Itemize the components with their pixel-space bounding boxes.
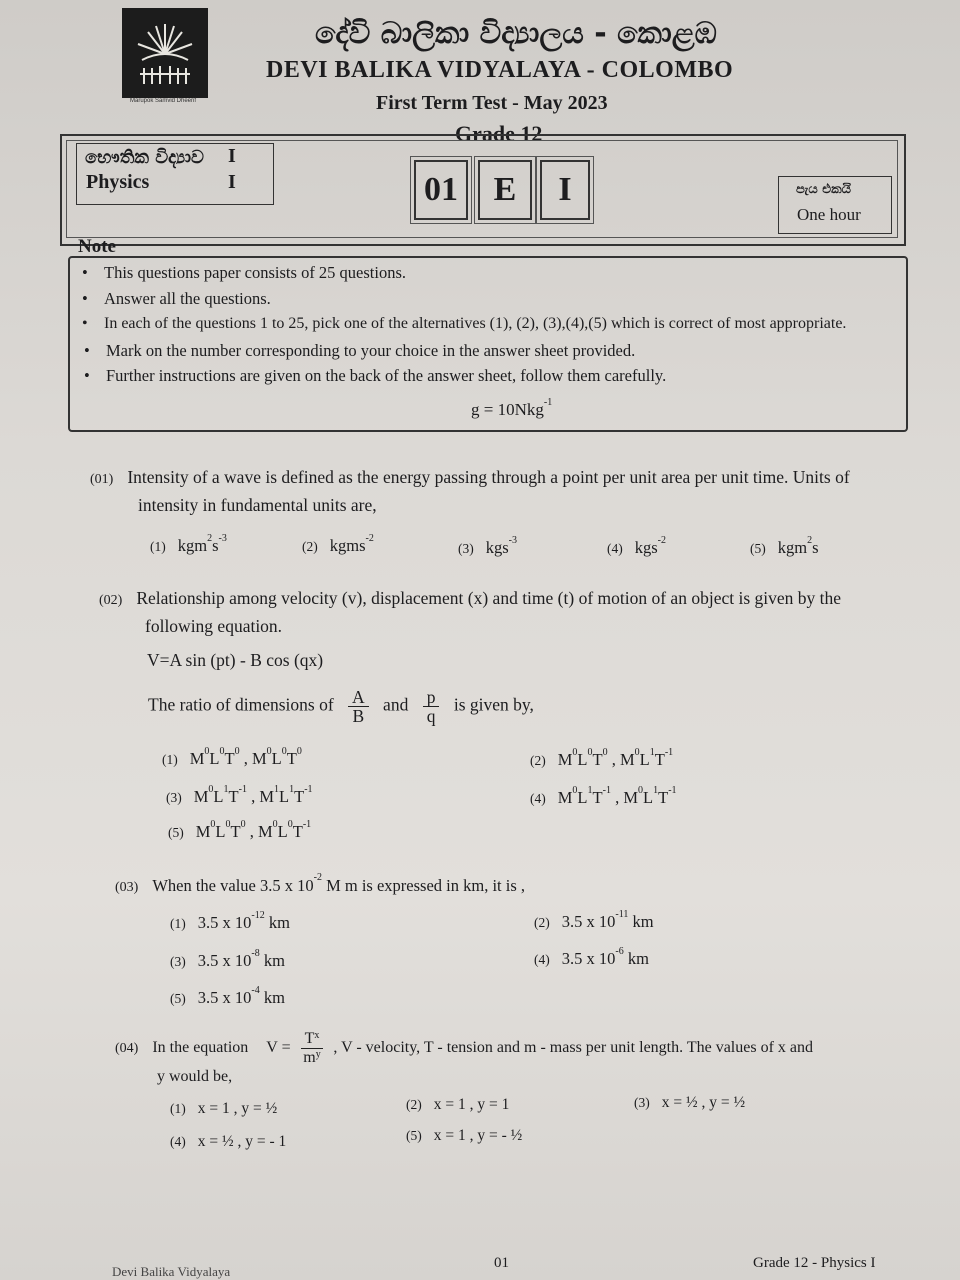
q1-option-1: (1) $kgm^2s^{-3}$ <box>150 533 227 555</box>
question-2-ratio: The ratio of dimensions of $\frac{A}{B}$ and $\frac{p}{q}$ is given by, <box>148 687 534 726</box>
duration-english: One hour <box>797 205 861 224</box>
q3-option-5: (5) 3.5 x $10^{-4}$ km <box>170 985 285 1007</box>
question-1-line1: (01) Intensity of a wave is defined as the energy passing through a point per unit area per unit time. Units of <box>90 467 850 487</box>
question-4-line2: y would be, <box>157 1068 233 1085</box>
code-box-paper: 01 <box>414 160 468 220</box>
question-3: (03) When the value 3.5 x $10^{-2}$ M m is expressed in km, it is , <box>115 872 526 895</box>
subject-sinhala: භෞතික විද්‍යාව <box>85 147 204 168</box>
note-label: Note <box>78 236 116 257</box>
question-2-equation: V=A sin (pt) - B cos (qx) <box>147 650 324 670</box>
q4-option-5: (5) x = 1 , y = - ½ <box>406 1127 523 1144</box>
footer-school: Devi Balika Vidyalaya <box>112 1264 231 1279</box>
footer-grade-subject: Grade 12 - Physics I <box>753 1255 876 1271</box>
q3-option-4: (4) 3.5 x $10^{-6}$ km <box>534 946 649 968</box>
code-box-medium: E <box>478 160 532 220</box>
fraction-a-over-b: $\frac{A}{B}$ <box>348 688 369 725</box>
note-item: • Mark on the number corresponding to your choice in the answer sheet provided. <box>84 341 636 360</box>
q1-option-3: (3) kgs$^{-3}$ <box>458 535 518 557</box>
fraction-t-over-m: $\frac{T^x}{m^y}$ <box>301 1030 324 1067</box>
subject-sinhala-number: I <box>228 145 236 167</box>
note-item: • Further instructions are given on the back of the answer sheet, follow them carefully. <box>84 366 667 385</box>
q4-option-4: (4) x = ½ , y = - 1 <box>170 1133 287 1150</box>
q2-option-3: (3) $M^0L^1T^{-1}$ , $M^1L^1T^{-1}$ <box>166 784 313 806</box>
q4-option-2: (2) x = 1 , y = 1 <box>406 1096 510 1113</box>
q4-option-1: (1) x = 1 , y = ½ <box>170 1100 278 1117</box>
q4-option-3: (3) x = ½ , y = ½ <box>634 1094 746 1111</box>
subject-english-number: I <box>228 171 236 193</box>
note-item: • In each of the questions 1 to 25, pick one of the alternatives (1), (2), (3),(4),(5) which is correct of most appropriate. <box>82 315 847 332</box>
q2-option-1: (1) $M^0L^0T^0$ , $M^0L^0T^0$ <box>162 746 302 768</box>
q2-option-2: (2) $M^0L^0T^0$ , $M^0L^1T^{-1}$ <box>530 747 674 769</box>
q3-option-3: (3) 3.5 x $10^{-8}$ km <box>170 948 285 970</box>
school-logo <box>122 8 208 98</box>
school-name-sinhala: දේවි බාලිකා විද්‍යාලය - කොළඹ <box>315 16 717 51</box>
exam-grade: Grade 12 <box>455 121 543 146</box>
question-4-line1: (04) In the equation V = $\frac{T^x}{m^y}$ , V - velocity, T - tension and m - mass per unit length. The values of x and <box>115 1030 813 1066</box>
q3-option-2: (2) 3.5 x $10^{-11}$ km <box>534 909 654 931</box>
question-2-line1: (02) Relationship among velocity (v), displacement (x) and time (t) of motion of an object is given by the <box>99 588 842 608</box>
logo-caption: Marupok Samvid Dheerif <box>129 98 197 104</box>
duration-sinhala: පැය එකයි <box>796 182 852 197</box>
fraction-p-over-q: $\frac{p}{q}$ <box>423 688 440 725</box>
q2-option-5: (5) $M^0L^0T^0$ , $M^0L^0T^{-1}$ <box>168 819 312 841</box>
footer-page-number: 01 <box>494 1255 509 1271</box>
q1-option-5: (5) kgm$^2$s <box>750 535 819 557</box>
note-item: • Answer all the questions. <box>82 289 271 308</box>
q2-option-4: (4) $M^0L^1T^{-1}$ , $M^0L^1T^{-1}$ <box>530 785 677 807</box>
note-item: • This questions paper consists of 25 questions. <box>82 263 407 282</box>
q1-option-2: (2) kgms$^{-2}$ <box>302 533 374 555</box>
subject-english: Physics <box>86 171 150 193</box>
exam-term: First Term Test - May 2023 <box>376 92 608 114</box>
lotus-crest-icon <box>130 14 200 92</box>
code-box-part: I <box>540 160 590 220</box>
question-2-line2: following equation. <box>145 616 283 636</box>
school-name-english: DEVI BALIKA VIDYALAYA - COLOMBO <box>266 57 734 83</box>
gravity-value: g = 10Nkg$^{-1}$ <box>471 397 553 419</box>
q1-option-4: (4) kgs$^{-2}$ <box>607 535 667 557</box>
question-1-line2: intensity in fundamental units are, <box>138 495 377 515</box>
q3-option-1: (1) 3.5 x $10^{-12}$ km <box>170 910 290 932</box>
